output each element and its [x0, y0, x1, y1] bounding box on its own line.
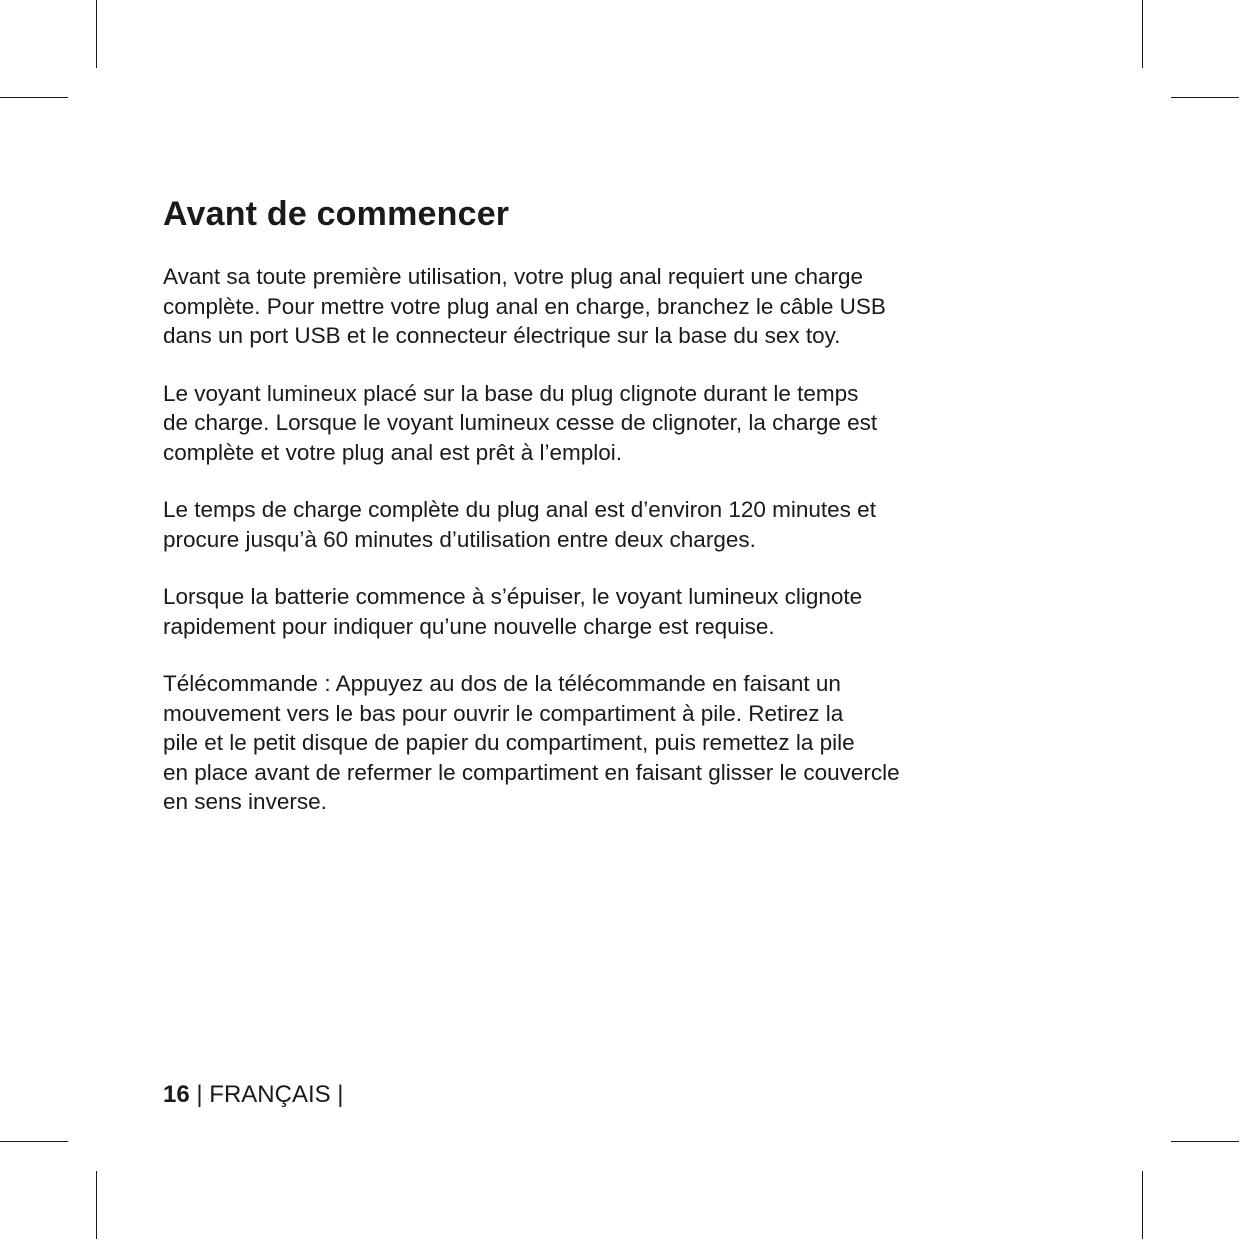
paragraph-charge-time [163, 495, 1063, 554]
page-content [163, 190, 1063, 845]
text-line: Lorsque la batterie commence à s’épuiser, le voyant lumineux clignote [163, 584, 863, 609]
paragraph-charging [163, 262, 1063, 351]
crop-mark-bottom-left-horizontal [0, 1141, 68, 1142]
text-line: pile et le petit disque de papier du compartiment, puis remettez la pile [163, 730, 855, 755]
text-line: mouvement vers le bas pour ouvrir le compartiment à pile. Retirez la [163, 700, 844, 726]
page-title: Avant de commencer [163, 195, 510, 233]
crop-mark-top-left-vertical [96, 0, 97, 68]
crop-mark-top-right-vertical [1142, 0, 1143, 68]
text-line: en sens inverse. [163, 789, 327, 814]
text-line: rapidement pour indiquer qu’une nouvelle charge est requise. [163, 613, 775, 639]
crop-mark-top-left-horizontal [0, 97, 68, 98]
text-line: Télécommande : Appuyez au dos de la télécommande en faisant un [163, 671, 841, 696]
paragraph-remote-control [163, 669, 1063, 817]
text-line: complète et votre plug anal est prêt à l’emploi. [163, 439, 622, 465]
page-number: 16 [163, 1081, 190, 1108]
text-line: procure jusqu’à 60 minutes d’utilisation entre deux charges. [163, 526, 756, 552]
paragraph-low-battery [163, 582, 1063, 641]
crop-mark-bottom-right-vertical [1142, 1171, 1143, 1239]
paragraph-indicator-light [163, 379, 1063, 468]
crop-mark-top-right-horizontal [1171, 97, 1239, 98]
crop-mark-bottom-right-horizontal [1171, 1141, 1239, 1142]
text-line: Le voyant lumineux placé sur la base du plug clignote durant le temps [163, 380, 859, 406]
text-line: Avant sa toute première utilisation, votre plug anal requiert une charge [163, 264, 864, 289]
text-line: de charge. Lorsque le voyant lumineux cesse de clignoter, la charge est [163, 410, 878, 435]
text-line: en place avant de refermer le compartiment en faisant glisser le couvercle [163, 759, 900, 785]
crop-mark-bottom-left-vertical [96, 1171, 97, 1239]
text-line: Le temps de charge complète du plug anal est d’environ 120 minutes et [163, 497, 876, 522]
footer-separator-left: | [189, 1081, 210, 1108]
footer-separator-right: | [330, 1081, 344, 1108]
text-line: complète. Pour mettre votre plug anal en charge, branchez le câble USB [163, 293, 886, 319]
footer-language: FRANÇAIS [209, 1081, 331, 1108]
page-footer [163, 1079, 344, 1111]
text-line: dans un port USB et le connecteur électrique sur la base du sex toy. [163, 323, 841, 348]
